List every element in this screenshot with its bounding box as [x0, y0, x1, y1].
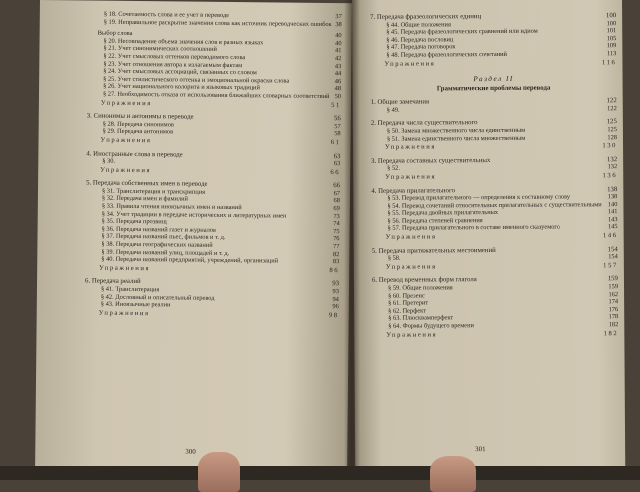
toc-entry-page: 76	[333, 235, 340, 243]
toc-entry-page: 146	[602, 232, 618, 240]
toc-entry-page: 68	[333, 197, 340, 205]
toc-entry-title: § 26. Учет национального колорита и языковых традиций	[103, 83, 260, 92]
toc-entry-title: § 40. Передача названий предприятий, учреждений, организаций	[101, 255, 279, 265]
toc-exercises	[371, 142, 617, 151]
toc-entry-page: 58	[334, 130, 341, 138]
toc-entry-page: 44	[334, 70, 342, 78]
book-gutter	[344, 0, 360, 480]
toc-entry-title: § 57. Передача прилагательного в составе именного сказуемого	[387, 224, 561, 233]
toc-entry-title: § 64. Формы будущего времени	[388, 322, 474, 330]
toc-entry-title: 2. Передача числа существительного	[370, 119, 478, 128]
toc-entry-title: § 34. Учет традиции в передаче исторических и литературных имен	[101, 210, 287, 220]
toc-entry-page: 96	[332, 303, 339, 311]
toc-entry-title: Упражнения	[98, 309, 150, 317]
toc-entry-title: 6. Перевод временных форм глагола	[371, 276, 477, 285]
toc-entry-title: § 51. Замена единственного числа множественным	[386, 134, 526, 143]
toc-entry-page: 178	[608, 313, 619, 321]
toc-entry-page: 43	[334, 62, 342, 70]
right-toc-list-top	[370, 12, 616, 68]
toc-exercises	[85, 264, 339, 274]
left-toc-list	[85, 11, 342, 320]
toc-entry-page: 94	[332, 295, 339, 303]
toc-entry-page: 56	[333, 115, 341, 123]
toc-entry-title: 6. Передача реалий	[85, 277, 141, 286]
toc-exercises	[371, 172, 617, 181]
toc-entry-page: 162	[608, 290, 619, 298]
toc-entry-title: § 36. Передача названий газет и журналов	[101, 225, 217, 234]
toc-entry-title: § 42. Дословный и описательный перевод	[100, 293, 215, 302]
toc-entry-title: Упражнения	[385, 173, 437, 181]
toc-entry-title: Упражнения	[99, 264, 151, 272]
toc-entry-title: § 63. Плюсквамперфект	[388, 314, 454, 323]
toc-entry-title: Упражнения	[100, 136, 152, 145]
toc-entry-title: § 43. Иноязычные реалии	[100, 300, 171, 309]
toc-entry-title: § 22. Учет смысловых оттенков переводимого слова	[103, 52, 246, 62]
toc-entry-page: 125	[606, 118, 617, 126]
toc-entry-title: § 49.	[386, 106, 400, 114]
right-page	[352, 0, 625, 470]
toc-entry-title: § 53. Перевод прилагательного — определения к составному слову	[387, 193, 571, 202]
right-folio: 301	[475, 445, 486, 454]
toc-entry-page: 51	[331, 101, 341, 109]
toc-entry-page: 37	[335, 13, 342, 21]
left-folio: 300	[185, 447, 196, 456]
toc-entry-title: § 55. Передача двойных прилагательных	[387, 209, 499, 218]
toc-entry-title: § 19. Неправильное раскрытие значения слова как источник переводческих ошибок	[103, 18, 332, 28]
left-page	[35, 0, 352, 473]
right-toc-list-bottom	[371, 97, 619, 339]
toc-entry-title: § 33. Правила чтения иноязычных имен и названий	[101, 202, 242, 212]
toc-entry-page: 42	[334, 55, 342, 63]
toc-entry-title: § 28. Передача синонимов	[102, 120, 174, 129]
toc-entry-title: Упражнения	[385, 143, 437, 151]
toc-entry-title: § 58.	[387, 254, 401, 263]
toc-entry-page: 154	[608, 253, 618, 261]
toc-entry-page: 128	[607, 133, 617, 141]
toc-entry-title: § 21. Учет синонимических соотношений	[103, 45, 217, 54]
toc-entry-title: § 52.	[387, 164, 400, 173]
toc-entry-page: 100	[605, 12, 617, 20]
toc-entry-page: 98	[328, 311, 339, 319]
section-title: Грамматические проблемы перевода	[436, 84, 551, 93]
toc-entry-page: 109	[606, 42, 617, 50]
toc-entry-title: § 45. Передача фразеологических сравнений или идиом	[386, 27, 538, 36]
toc-entry-title: § 38. Передача географических названий	[101, 240, 213, 249]
toc-entry-title: § 31. Транслитерация и транскрипция	[101, 187, 206, 196]
toc-entry-page: 105	[606, 34, 617, 43]
toc-entry-page: 101	[606, 27, 617, 35]
toc-entry-page: 66	[333, 182, 341, 190]
toc-exercises	[86, 136, 340, 146]
toc-entry-page: 38	[335, 20, 342, 28]
toc-entry-title: § 25. Учет стилистического оттенка и эмоциональной окраски слова	[103, 75, 290, 85]
toc-entry-page: 74	[333, 220, 340, 228]
toc-entry-title: § 23. Учет отношения автора к излагаемым фактам	[103, 60, 243, 69]
toc-entry-page: 69	[333, 205, 340, 213]
toc-entry-title: § 32. Передача имен и фамилий	[101, 195, 189, 204]
toc-exercises	[86, 166, 340, 176]
toc-entry-page: 140	[607, 200, 618, 208]
toc-entry-title: § 20. Несовпадение объема значения слов в разных языках	[103, 37, 264, 47]
toc-entry-page: 75	[333, 227, 340, 235]
toc-exercises	[372, 232, 618, 241]
toc-entry-page: 182	[603, 329, 619, 337]
toc-entry-page: 57	[334, 122, 341, 130]
toc-entry-page: 157	[603, 261, 618, 270]
toc-entry-page: 66	[330, 168, 341, 176]
toc-entry-page: 174	[608, 298, 619, 306]
toc-entry-page: 182	[608, 321, 619, 329]
toc-entry-page: 41	[335, 47, 342, 55]
toc-entry-page: 122	[607, 104, 617, 112]
toc-entry-title: 3. Синонимы и антонимы в переводе	[86, 112, 194, 121]
toc-entry-title: § 56. Передача степеней сравнения	[387, 216, 483, 225]
toc-entry-title: § 61. Претерит	[388, 299, 429, 307]
toc-entry-title: Упражнения	[385, 263, 437, 271]
finger-right	[430, 456, 476, 492]
toc-entry-page: 132	[607, 163, 618, 171]
toc-entry-title: § 44. Общие положения	[386, 20, 451, 29]
toc-entry-title: § 48. Передача фразеологических сочетаний	[386, 50, 507, 59]
toc-entry-page: 40	[335, 39, 342, 47]
toc-entry-title: § 46. Передача пословиц	[386, 36, 454, 44]
toc-entry-page: 86	[329, 266, 340, 274]
toc-entry-page: 77	[333, 243, 340, 251]
toc-entry-page: 61	[330, 138, 341, 147]
toc-entry-page: 93	[332, 288, 339, 296]
toc-entry-page: 48	[334, 85, 342, 93]
toc-entry-page: 113	[606, 50, 617, 58]
toc-entry-title: § 60. Презенс	[388, 292, 425, 300]
toc-entry-title: § 54. Перевод сочетаний относительных прилагательных с существительными	[387, 200, 602, 210]
toc-exercises	[372, 262, 618, 271]
toc-entry-title: § 50. Замена множественного числа единственным	[386, 126, 526, 135]
toc-entry-title: Упражнения	[100, 99, 152, 107]
toc-entry-title: § 39. Передача названий улиц, площадей и т. д.	[101, 248, 230, 257]
toc-entry-page: 82	[332, 250, 340, 258]
toc-entry-page: 100	[606, 19, 617, 27]
toc-entry-title: 5. Передача собственных имен в переводе	[86, 179, 208, 189]
toc-entry-page: 63	[333, 152, 341, 160]
toc-entry-page: 122	[606, 97, 617, 105]
toc-entry-title: § 18. Сочетаемость слова и ее учет в переводе	[103, 10, 230, 19]
toc-entry-page: 159	[608, 283, 619, 291]
toc-entry-page: 46	[334, 77, 342, 85]
toc-entry-title: § 47. Передача поговорок	[386, 43, 456, 52]
toc-entry-title: Упражнения	[386, 331, 438, 339]
toc-entry-page: 93	[332, 280, 340, 288]
toc-entry-page: 132	[606, 155, 618, 163]
toc-entry-page: 130	[602, 142, 618, 150]
toc-entry-page: 40	[335, 32, 342, 40]
toc-entry-title: § 30.	[102, 157, 116, 165]
toc-entry-title: Упражнения	[384, 59, 436, 68]
toc-entry-title: § 37. Передача названий пьес, фильмов и т. д.	[101, 233, 226, 242]
toc-entry-title: § 59. Общие положения	[387, 284, 453, 292]
toc-entry-title: 5. Передача притяжательных местоимений	[371, 246, 496, 255]
toc-entry-page: 63	[333, 160, 341, 168]
toc-entry-title: Выбор слова	[97, 29, 133, 38]
toc-entry-page: 83	[332, 258, 340, 266]
toc-entry-title: 1. Общие замечания	[370, 98, 430, 107]
toc-entry-title: § 41. Транслитерация	[100, 285, 160, 294]
toc-entry-title: § 35. Передача прозвищ	[101, 217, 167, 226]
table-edge	[0, 466, 640, 480]
toc-entry-title: Упражнения	[100, 166, 152, 174]
toc-entry-title: 4. Передача прилагательного	[371, 186, 455, 195]
section-label: Раздел II	[473, 75, 514, 84]
toc-entry-title: 4. Иностранные слова в переводе	[86, 149, 183, 159]
toc-entry-page: 154	[607, 245, 618, 253]
toc-entry-title: § 27. Необходимость отказа от использования ближайших словарных соответствий	[102, 90, 330, 100]
toc-entry-title: Упражнения	[385, 233, 437, 241]
toc-entry-page: 116	[601, 58, 617, 66]
toc-entry-page: 159	[607, 275, 618, 283]
toc-entry-title: § 29. Передача антонимов	[102, 127, 174, 136]
toc-exercises	[370, 59, 616, 68]
toc-entry-page: 141	[607, 208, 618, 216]
toc-entry-title: § 62. Перфект	[388, 307, 427, 315]
toc-entry-page: 145	[607, 223, 618, 231]
toc-entry-page: 138	[607, 185, 618, 193]
toc-entry-page: 73	[333, 212, 340, 220]
toc-entry-title: 7. Передача фразеологических единиц	[370, 13, 482, 21]
toc-entry-title: 3. Передача составных существительных	[371, 156, 491, 165]
toc-exercises	[85, 309, 339, 319]
toc-entry-page: 176	[608, 305, 619, 314]
toc-entry-page: 50	[334, 93, 342, 101]
toc-entry-page: 125	[607, 126, 617, 134]
toc-entry-page: 138	[607, 193, 618, 201]
toc-exercises	[372, 330, 618, 339]
toc-entry-title: § 24. Учет смысловых ассоциаций, связанных со словом	[103, 67, 257, 77]
finger-left	[198, 452, 240, 492]
toc-entry-page: 67	[333, 189, 341, 198]
toc-exercises	[87, 99, 341, 109]
toc-entry-page: 136	[602, 172, 618, 180]
toc-entry-page: 143	[607, 216, 618, 224]
